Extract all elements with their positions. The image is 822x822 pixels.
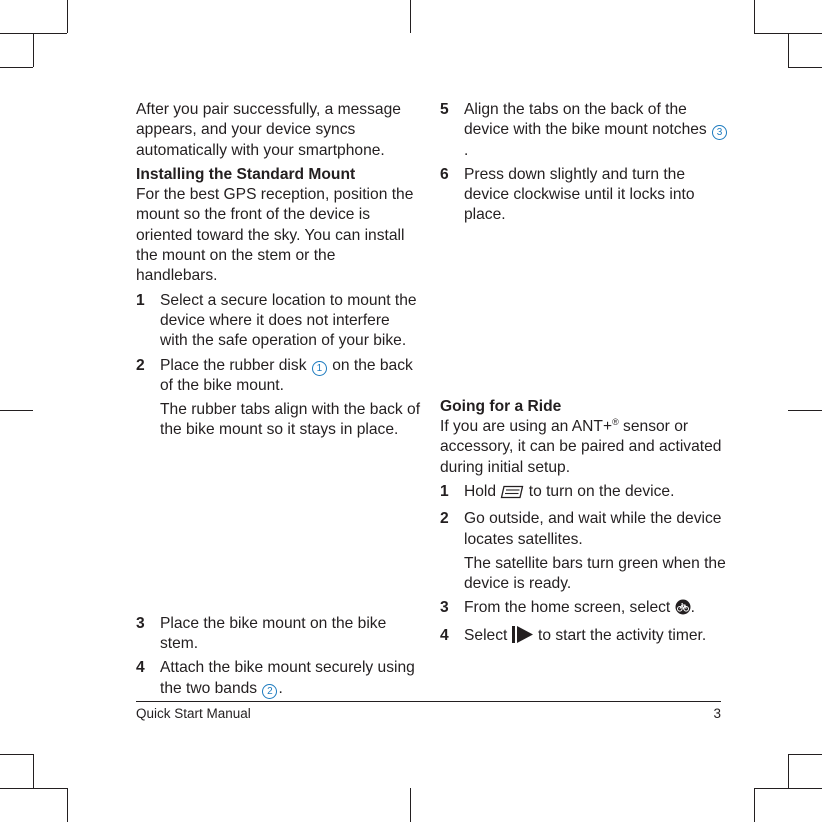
ride-body-text: If you are using an ANT+: [440, 418, 613, 436]
footer-manual-title: Quick Start Manual: [136, 706, 251, 721]
ride-body-text-continued: sensor or accessory, it can be paired and activated during initial setup.: [440, 418, 722, 476]
step-text-continued: to start the activity timer.: [538, 626, 707, 644]
step-text: Attach the bike mount securely using the two bands: [160, 659, 415, 697]
crop-mark: [410, 788, 411, 822]
crop-mark: [754, 788, 755, 822]
crop-mark: [410, 0, 411, 33]
crop-mark: [788, 67, 822, 68]
crop-mark: [67, 788, 68, 822]
crop-mark: [0, 788, 67, 789]
ride-body: [440, 417, 730, 478]
step-number: 5: [440, 101, 449, 118]
crop-mark: [0, 410, 33, 411]
step-text: Select a secure location to mount the device where it does not interfere with the safe operation of your bike.: [160, 291, 417, 350]
right-column: [440, 100, 730, 649]
step-item: [136, 291, 421, 352]
step-note: The satellite bars turn green when the device is ready.: [464, 554, 726, 593]
step-text-continued: to turn on the device.: [528, 482, 675, 500]
crop-mark: [754, 788, 822, 789]
crop-mark: [33, 754, 34, 788]
step-number: 4: [440, 626, 449, 644]
registered-mark: ®: [612, 416, 619, 427]
step-item: [440, 165, 730, 226]
step-text: Place the rubber disk: [160, 356, 307, 374]
step-item: [136, 356, 421, 441]
step-item: [440, 482, 730, 505]
callout-1-icon: 1: [312, 361, 327, 376]
step-text-continued: on the back of the bike mount.: [160, 356, 413, 394]
crop-mark: [788, 754, 789, 788]
step-text: Align the tabs on the back of the device with the bike mount notches: [464, 101, 707, 139]
step-number: 3: [136, 614, 145, 632]
section-heading-install-mount: Installing the Standard Mount: [136, 165, 356, 183]
step-number: 6: [440, 165, 449, 183]
install-steps-group-a: [136, 291, 421, 441]
step-text-continued: .: [464, 141, 469, 159]
step-text: Hold: [464, 482, 497, 500]
crop-mark: [67, 0, 68, 33]
step-text: Go outside, and wait while the device locates satellites.: [464, 510, 722, 548]
install-steps-group-c: [440, 100, 730, 226]
step-text-continued: .: [278, 679, 283, 697]
step-item: [440, 598, 730, 621]
section-heading-going-for-ride: Going for a Ride: [440, 397, 562, 415]
footer-page-number: 3: [713, 706, 721, 721]
step-item: [440, 100, 730, 161]
device-button-icon: [500, 485, 524, 505]
step-item: [440, 626, 730, 649]
intro-paragraph: After you pair successfully, a message appears, and your device syncs automatically with your smartphone.: [136, 101, 401, 159]
step-number: 1: [136, 291, 145, 309]
step-item: [136, 614, 421, 655]
crop-mark: [788, 410, 822, 411]
step-note: The rubber tabs align with the back of the bike mount so it stays in place.: [160, 401, 421, 439]
crop-mark: [0, 754, 33, 755]
crop-mark: [788, 33, 789, 67]
step-text: Place the bike mount on the bike stem.: [160, 614, 387, 653]
step-item: [440, 509, 730, 594]
step-number: 2: [136, 356, 145, 374]
step-number: 4: [136, 659, 145, 677]
crop-mark: [33, 33, 34, 67]
bike-activity-icon: [675, 599, 691, 621]
callout-2-icon: 2: [262, 684, 277, 699]
crop-mark: [0, 67, 33, 68]
step-text: From the home screen, select: [464, 599, 671, 617]
crop-mark: [788, 754, 822, 755]
install-mount-body: For the best GPS reception, position the mount so the front of the device is oriented toward the sky. You can install the mount on the stem or the handlebars.: [136, 186, 414, 285]
start-arrow-icon: [512, 626, 534, 649]
step-number: 3: [440, 599, 449, 617]
ride-steps: [440, 482, 730, 649]
step-item: [136, 658, 421, 699]
install-steps-group-b: [136, 614, 421, 699]
step-number: 1: [440, 482, 449, 500]
callout-3-icon: 3: [712, 125, 727, 140]
step-number: 2: [440, 510, 449, 528]
step-text: Press down slightly and turn the device clockwise until it locks into place.: [464, 165, 695, 224]
crop-mark: [754, 0, 755, 33]
footer-divider: [136, 701, 721, 702]
left-column: [136, 100, 421, 699]
step-text-continued: .: [690, 599, 695, 617]
step-text: Select: [464, 626, 508, 644]
